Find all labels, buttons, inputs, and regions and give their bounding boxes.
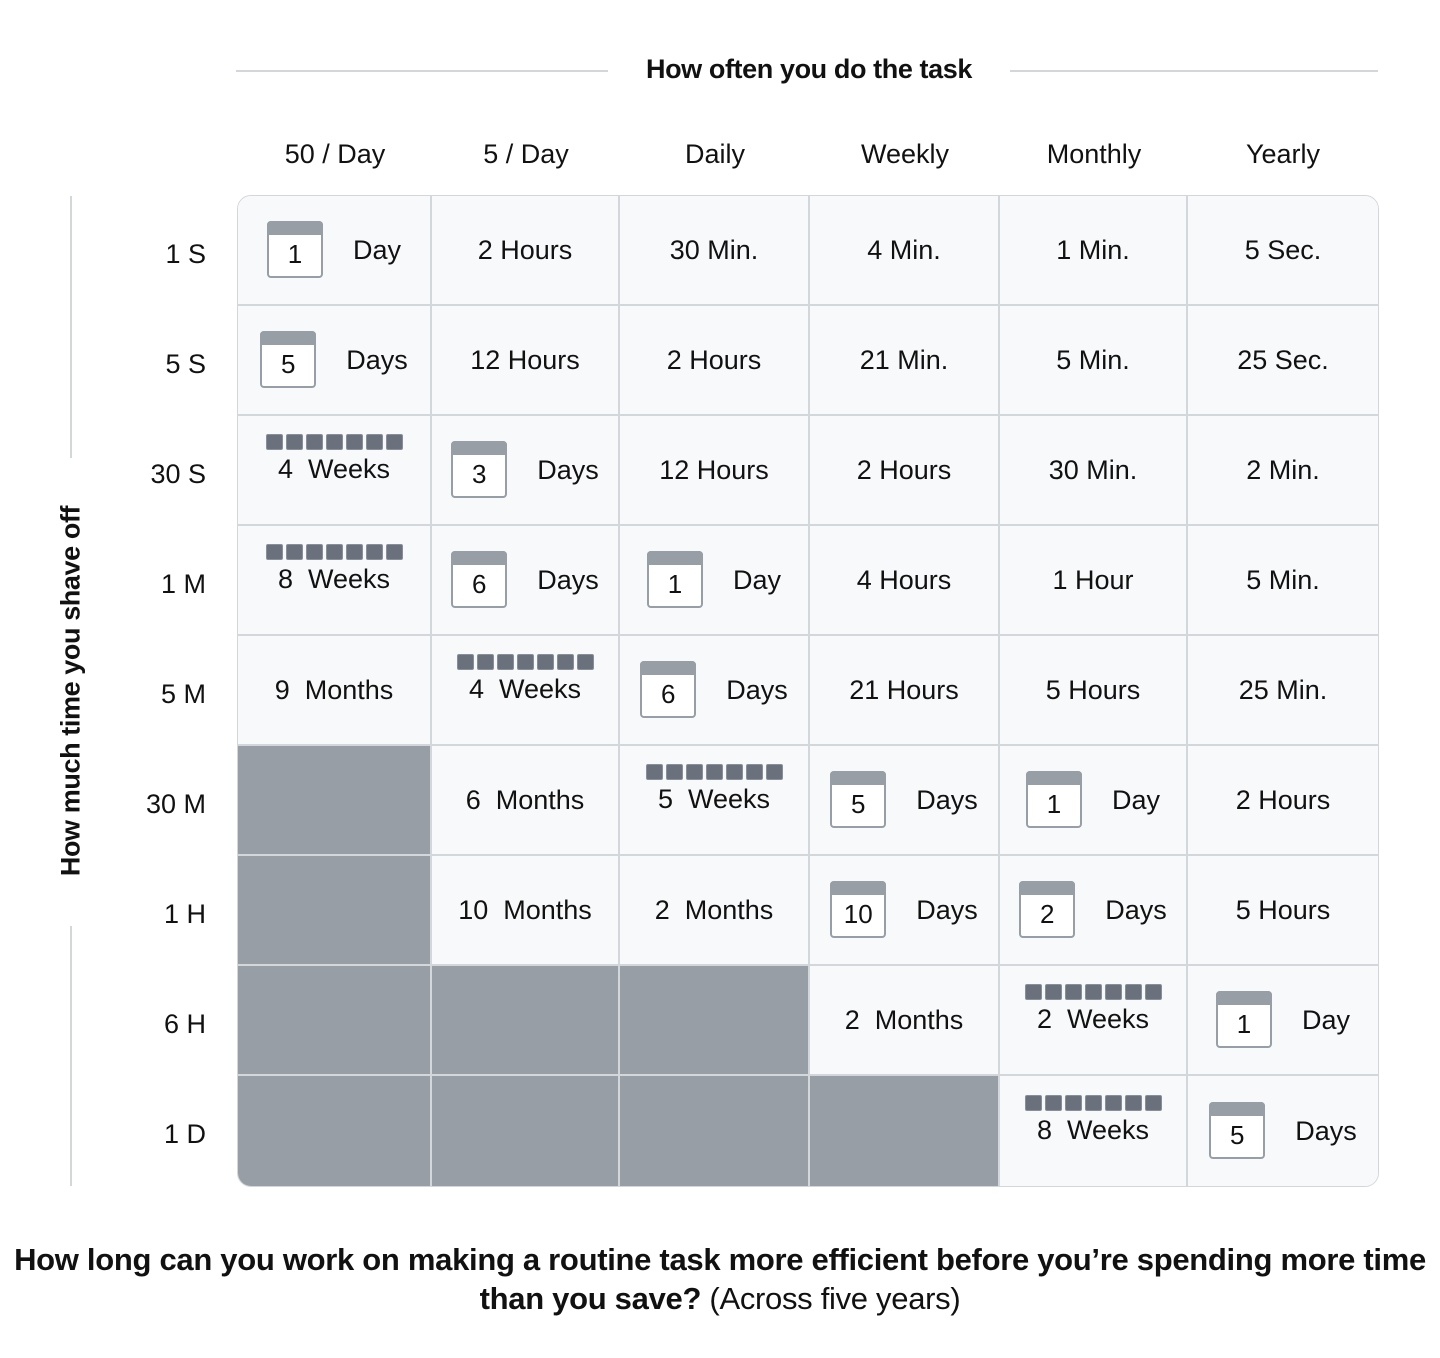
cell-value: 2 Months bbox=[654, 894, 774, 925]
calendar-icon bbox=[1216, 991, 1272, 1048]
row-label: 5 M bbox=[160, 679, 206, 709]
table-row bbox=[238, 966, 1378, 1076]
calendar-number: 1 bbox=[667, 568, 683, 599]
table-cell bbox=[810, 856, 1000, 966]
table-cell bbox=[238, 416, 432, 526]
table-cell bbox=[1000, 1076, 1188, 1186]
cell-value: 5 Sec. bbox=[1244, 234, 1322, 265]
day-square bbox=[537, 654, 554, 670]
calendar-header-bar bbox=[640, 661, 696, 675]
table-cell bbox=[1188, 306, 1378, 416]
day-square bbox=[366, 434, 383, 450]
cell-value: 2 Months bbox=[844, 1004, 964, 1035]
table-cell bbox=[1000, 746, 1188, 856]
day-square bbox=[706, 764, 723, 780]
days-value bbox=[640, 663, 788, 718]
calendar-header-bar bbox=[1216, 991, 1272, 1005]
table-cell bbox=[620, 306, 810, 416]
day-square bbox=[1125, 984, 1142, 1000]
calendar-header-bar bbox=[1026, 771, 1082, 785]
table-cell bbox=[1000, 966, 1188, 1076]
chart-caption bbox=[0, 1240, 1440, 1318]
divider-line bbox=[70, 196, 72, 458]
calendar-header-bar bbox=[830, 881, 886, 895]
week-days-icon bbox=[266, 434, 403, 450]
day-square bbox=[1085, 1095, 1102, 1111]
day-square bbox=[326, 544, 343, 560]
table-cell bbox=[238, 196, 432, 306]
table-cell bbox=[238, 306, 432, 416]
time-grid bbox=[237, 195, 1379, 1187]
day-square bbox=[517, 654, 534, 670]
table-cell bbox=[810, 636, 1000, 746]
day-square bbox=[746, 764, 763, 780]
divider-line bbox=[1010, 70, 1378, 72]
row-label: 1 D bbox=[163, 1119, 206, 1149]
x-axis-header bbox=[236, 50, 1378, 94]
x-axis-title: How often you do the task bbox=[645, 54, 972, 84]
calendar-unit: Days bbox=[346, 344, 408, 375]
table-cell bbox=[1188, 746, 1378, 856]
calendar-icon bbox=[451, 551, 507, 608]
cell-value: 1 Min. bbox=[1056, 234, 1130, 265]
table-cell bbox=[1188, 636, 1378, 746]
cell-value: 5 Min. bbox=[1246, 564, 1320, 595]
weeks-unit: Weeks bbox=[1067, 1003, 1150, 1034]
row-label: 1 S bbox=[165, 239, 206, 269]
table-cell bbox=[1000, 526, 1188, 636]
not-applicable-cell bbox=[238, 966, 432, 1076]
table-cell bbox=[432, 416, 620, 526]
table-cell bbox=[1188, 416, 1378, 526]
table-cell bbox=[432, 856, 620, 966]
days-value bbox=[647, 553, 781, 608]
table-cell bbox=[620, 636, 810, 746]
table-cell bbox=[432, 746, 620, 856]
cell-value: 1 Hour bbox=[1052, 564, 1134, 595]
day-square bbox=[366, 544, 383, 560]
calendar-unit: Days bbox=[916, 894, 978, 925]
day-square bbox=[577, 654, 594, 670]
day-square bbox=[266, 434, 283, 450]
day-square bbox=[666, 764, 683, 780]
divider-line bbox=[236, 70, 608, 72]
cell-value: 5 Hours bbox=[1235, 894, 1331, 925]
weeks-number: 4 bbox=[277, 453, 293, 484]
table-cell bbox=[620, 416, 810, 526]
not-applicable-cell bbox=[432, 1076, 620, 1186]
cell-value: 5 Min. bbox=[1056, 344, 1130, 375]
table-cell bbox=[1000, 306, 1188, 416]
calendar-unit: Days bbox=[916, 784, 978, 815]
day-square bbox=[726, 764, 743, 780]
column-header: Daily bbox=[684, 139, 745, 169]
calendar-unit: Days bbox=[1295, 1115, 1357, 1146]
weeks-unit: Weeks bbox=[499, 673, 582, 704]
day-square bbox=[646, 764, 663, 780]
day-square bbox=[1085, 984, 1102, 1000]
weeks-number: 8 bbox=[277, 563, 293, 594]
column-header: 50 / Day bbox=[284, 139, 386, 169]
days-value bbox=[1019, 883, 1167, 938]
column-header: Weekly bbox=[860, 139, 950, 169]
weeks-number: 5 bbox=[657, 783, 673, 814]
cell-value: 2 Hours bbox=[666, 344, 762, 375]
cell-value: 2 Hours bbox=[477, 234, 573, 265]
day-square bbox=[457, 654, 474, 670]
calendar-unit: Day bbox=[1301, 1004, 1350, 1035]
day-square bbox=[477, 654, 494, 670]
calendar-number: 1 bbox=[287, 238, 303, 269]
table-cell bbox=[620, 196, 810, 306]
cell-value: 4 Min. bbox=[867, 234, 941, 265]
weeks-number: 2 bbox=[1036, 1003, 1052, 1034]
day-square bbox=[497, 654, 514, 670]
calendar-number: 3 bbox=[472, 458, 487, 489]
cell-value: 25 Min. bbox=[1238, 674, 1328, 705]
calendar-number: 2 bbox=[1040, 898, 1055, 929]
calendar-unit: Days bbox=[537, 564, 599, 595]
cell-value: 5 Hours bbox=[1045, 674, 1141, 705]
table-cell bbox=[432, 306, 620, 416]
row-labels bbox=[100, 196, 206, 1186]
week-days-icon bbox=[266, 544, 403, 560]
calendar-icon bbox=[1209, 1102, 1265, 1159]
day-square bbox=[766, 764, 783, 780]
calendar-number: 6 bbox=[472, 568, 487, 599]
days-value bbox=[260, 333, 408, 388]
calendar-header-bar bbox=[647, 551, 703, 565]
calendar-unit: Days bbox=[726, 674, 788, 705]
day-square bbox=[686, 764, 703, 780]
table-cell bbox=[810, 196, 1000, 306]
table-row bbox=[238, 306, 1378, 416]
weeks-value bbox=[1025, 1003, 1162, 1035]
column-header: 5 / Day bbox=[483, 139, 569, 169]
calendar-header-bar bbox=[260, 331, 316, 345]
day-square bbox=[1065, 984, 1082, 1000]
table-cell bbox=[432, 196, 620, 306]
calendar-unit: Day bbox=[352, 234, 401, 265]
table-cell bbox=[1000, 196, 1188, 306]
days-value bbox=[830, 773, 978, 828]
day-square bbox=[1105, 984, 1122, 1000]
day-square bbox=[306, 434, 323, 450]
table-cell bbox=[432, 526, 620, 636]
day-square bbox=[1025, 984, 1042, 1000]
week-days-icon bbox=[1025, 984, 1162, 1000]
day-square bbox=[1105, 1095, 1122, 1111]
day-square bbox=[286, 434, 303, 450]
day-square bbox=[386, 434, 403, 450]
weeks-value bbox=[1025, 1114, 1162, 1146]
table-cell bbox=[810, 306, 1000, 416]
table-cell bbox=[810, 526, 1000, 636]
calendar-header-bar bbox=[1209, 1102, 1265, 1116]
table-row bbox=[238, 416, 1378, 526]
table-cell bbox=[1188, 196, 1378, 306]
calendar-number: 5 bbox=[1230, 1119, 1245, 1150]
weeks-value bbox=[266, 453, 403, 485]
calendar-icon bbox=[267, 221, 323, 278]
weeks-unit: Weeks bbox=[688, 783, 771, 814]
day-square bbox=[1125, 1095, 1142, 1111]
table-cell bbox=[1000, 856, 1188, 966]
days-value bbox=[451, 553, 599, 608]
cell-value: 10 Months bbox=[458, 894, 592, 925]
calendar-number: 1 bbox=[1046, 788, 1062, 819]
table-cell bbox=[1188, 526, 1378, 636]
not-applicable-cell bbox=[238, 856, 432, 966]
table-row bbox=[238, 526, 1378, 636]
not-applicable-cell bbox=[238, 746, 432, 856]
day-square bbox=[1065, 1095, 1082, 1111]
day-square bbox=[1045, 1095, 1062, 1111]
cell-value: 9 Months bbox=[274, 674, 394, 705]
caption-note: (Across five years) bbox=[709, 1281, 961, 1316]
row-label: 30 S bbox=[150, 459, 206, 489]
cell-value: 2 Min. bbox=[1246, 454, 1320, 485]
cell-value: 21 Hours bbox=[849, 674, 959, 705]
table-cell bbox=[1188, 966, 1378, 1076]
days-value bbox=[451, 443, 599, 498]
table-cell bbox=[238, 526, 432, 636]
table-cell bbox=[1188, 1076, 1378, 1186]
cell-value: 30 Min. bbox=[1048, 454, 1138, 485]
table-cell bbox=[1188, 856, 1378, 966]
table-row bbox=[238, 636, 1378, 746]
table-cell bbox=[810, 966, 1000, 1076]
day-square bbox=[386, 544, 403, 560]
row-label: 30 M bbox=[145, 789, 206, 819]
table-cell bbox=[1000, 416, 1188, 526]
column-header: Yearly bbox=[1245, 139, 1321, 169]
calendar-icon bbox=[1026, 771, 1082, 828]
cell-value: 2 Hours bbox=[1235, 784, 1331, 815]
cell-value: 4 Hours bbox=[856, 564, 952, 595]
calendar-number: 10 bbox=[843, 898, 873, 929]
calendar-icon bbox=[830, 881, 886, 938]
row-label: 1 H bbox=[163, 899, 206, 929]
day-square bbox=[306, 544, 323, 560]
calendar-header-bar bbox=[267, 221, 323, 235]
day-square bbox=[1025, 1095, 1042, 1111]
table-cell bbox=[620, 526, 810, 636]
day-square bbox=[266, 544, 283, 560]
day-square bbox=[1145, 1095, 1162, 1111]
row-label: 5 S bbox=[165, 349, 206, 379]
table-cell bbox=[810, 746, 1000, 856]
calendar-number: 5 bbox=[281, 348, 296, 379]
calendar-header-bar bbox=[830, 771, 886, 785]
calendar-unit: Day bbox=[1111, 784, 1160, 815]
weeks-number: 4 bbox=[468, 673, 484, 704]
divider-line bbox=[70, 926, 72, 1186]
calendar-icon bbox=[451, 441, 507, 498]
not-applicable-cell bbox=[432, 966, 620, 1076]
column-header: Monthly bbox=[1046, 139, 1142, 169]
table-cell bbox=[432, 636, 620, 746]
row-label: 1 M bbox=[160, 569, 206, 599]
calendar-icon bbox=[640, 661, 696, 718]
cell-value: 2 Hours bbox=[856, 454, 952, 485]
caption-question: How long can you work on making a routine task more efficient before you’re spending more time than you save? bbox=[14, 1242, 1426, 1316]
calendar-icon bbox=[830, 771, 886, 828]
calendar-number: 1 bbox=[1236, 1008, 1252, 1039]
days-value bbox=[1026, 773, 1160, 828]
cell-value: 25 Sec. bbox=[1237, 344, 1329, 375]
days-value bbox=[1209, 1104, 1357, 1159]
weeks-unit: Weeks bbox=[308, 453, 391, 484]
not-applicable-cell bbox=[620, 1076, 810, 1186]
calendar-header-bar bbox=[451, 551, 507, 565]
day-square bbox=[326, 434, 343, 450]
days-value bbox=[267, 223, 401, 278]
not-applicable-cell bbox=[810, 1076, 1000, 1186]
calendar-header-bar bbox=[1019, 881, 1075, 895]
table-row bbox=[238, 1076, 1378, 1186]
table-row bbox=[238, 196, 1378, 306]
table-cell bbox=[620, 746, 810, 856]
calendar-header-bar bbox=[451, 441, 507, 455]
calendar-icon bbox=[647, 551, 703, 608]
cell-value: 6 Months bbox=[465, 784, 585, 815]
calendar-icon bbox=[260, 331, 316, 388]
cell-value: 12 Hours bbox=[659, 454, 769, 485]
y-axis-title: How much time you shave off bbox=[55, 505, 86, 877]
table-row bbox=[238, 856, 1378, 966]
weeks-unit: Weeks bbox=[308, 563, 391, 594]
calendar-unit: Days bbox=[537, 454, 599, 485]
calendar-unit: Days bbox=[1105, 894, 1167, 925]
y-axis bbox=[40, 196, 100, 1186]
not-applicable-cell bbox=[238, 1076, 432, 1186]
calendar-number: 5 bbox=[851, 788, 866, 819]
day-square bbox=[557, 654, 574, 670]
weeks-unit: Weeks bbox=[1067, 1114, 1150, 1145]
weeks-value bbox=[266, 563, 403, 595]
day-square bbox=[346, 544, 363, 560]
weeks-number: 8 bbox=[1036, 1114, 1052, 1145]
days-value bbox=[1216, 993, 1350, 1048]
day-square bbox=[286, 544, 303, 560]
table-cell bbox=[620, 856, 810, 966]
table-cell bbox=[1000, 636, 1188, 746]
calendar-icon bbox=[1019, 881, 1075, 938]
day-square bbox=[1145, 984, 1162, 1000]
calendar-unit: Day bbox=[732, 564, 781, 595]
week-days-icon bbox=[646, 764, 783, 780]
cell-value: 12 Hours bbox=[470, 344, 580, 375]
week-days-icon bbox=[457, 654, 594, 670]
weeks-value bbox=[457, 673, 594, 705]
day-square bbox=[346, 434, 363, 450]
table-row bbox=[238, 746, 1378, 856]
table-cell bbox=[810, 416, 1000, 526]
day-square bbox=[1045, 984, 1062, 1000]
cell-value: 30 Min. bbox=[669, 234, 759, 265]
row-label: 6 H bbox=[163, 1009, 206, 1039]
days-value bbox=[830, 883, 978, 938]
table-cell bbox=[238, 636, 432, 746]
weeks-value bbox=[646, 783, 783, 815]
cell-value: 21 Min. bbox=[859, 344, 949, 375]
not-applicable-cell bbox=[620, 966, 810, 1076]
column-headers bbox=[238, 132, 1378, 176]
calendar-number: 6 bbox=[661, 678, 676, 709]
week-days-icon bbox=[1025, 1095, 1162, 1111]
